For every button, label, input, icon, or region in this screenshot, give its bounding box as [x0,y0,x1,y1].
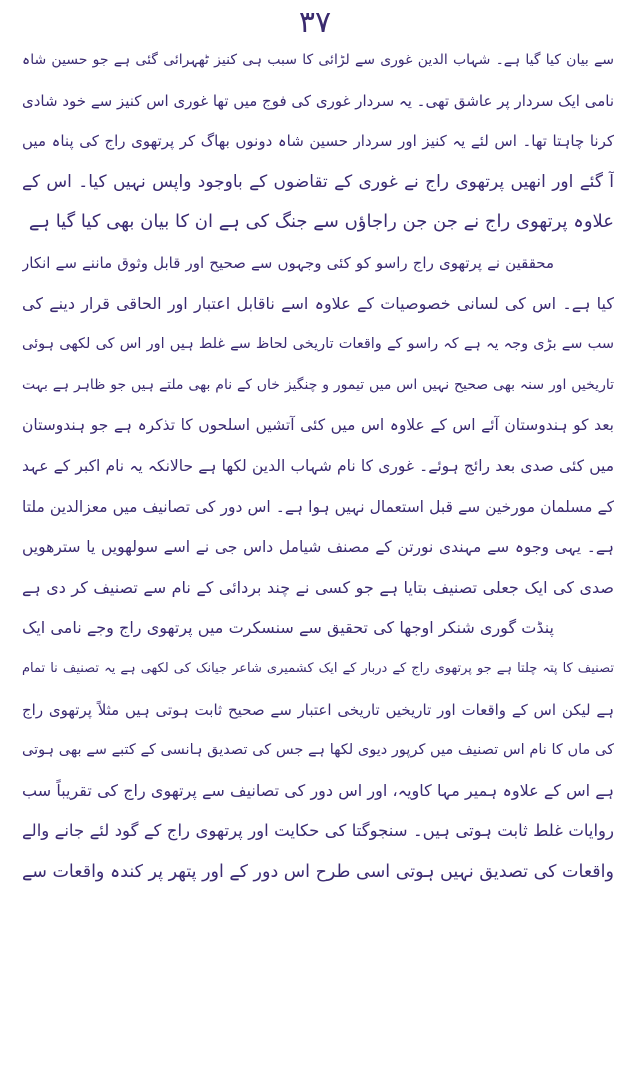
text-line: کیا ہے۔ اس کی لسانی خصوصیات کے علاوہ اسے ناقابل اعتبار اور الحاقی قرار دینے کی [22,293,614,313]
text-line: بعد کو ہندوستان آئے اس کے علاوہ اس میں کئی آتشیں اسلحوں کا تذکرہ ہے جو ہندوستان [22,416,614,435]
text-line: پنڈت گوری شنکر اوجھا کی تحقیق سے سنسکرت میں پرتھوی راج وجے نامی ایک [22,618,554,638]
text-line: تاریخیں اور سنہ بھی صحیح نہیں اس میں تیمور و چنگیز خاں کے نام بھی ملتے ہیں جو ظاہر ہے بہت [22,376,614,393]
text-line: واقعات کی تصدیق نہیں ہوتی اسی طرح اس دور کے اور پتھر پر کندہ واقعات سے [22,861,614,882]
text-line: سے بیان کیا گیا ہے۔ شہاب الدین غوری سے لڑائی کا سبب ہی کنیز ٹھہرائی گئی ہے جو حسین شاہ [22,52,614,68]
text-line: آ گئے اور انھیں پرتھوی راج نے غوری کے تقاضوں کے باوجود واپس نہیں کیا۔ اس کے [22,171,614,192]
text-line: سب سے بڑی وجہ یہ ہے کہ راسو کے واقعات تاریخی لحاظ سے غلط ہیں اور اس کی لکھی ہوئی [22,336,614,353]
text-line: کے مسلمان مورخین سے قبل استعمال نہیں ہوا ہے۔ اس دور کی تصانیف میں معزالدین ملتا [22,497,614,516]
text-line: ہے لیکن اس کے واقعات اور تاریخیں تاریخی اعتبار سے صحیح ثابت ہوتی ہیں مثلاً پرتھوی راج [22,700,614,719]
text-line: کرنا چاہتا تھا۔ اس لئے یہ کنیز اور سردار حسین شاہ دونوں بھاگ کر پرتھوی راج کی پناہ میں [22,132,614,151]
text-line: تصنیف کا پتہ چلتا ہے جو پرتھوی راج کے دربار کے ایک کشمیری شاعر جیانک کی لکھی ہے یہ تصنیف نا تمام [22,660,614,676]
text-line: محققین نے پرتھوی راج راسو کو کئی وجہوں سے صحیح اور قابل وثوق ماننے سے انکار [22,253,554,272]
text-line: میں کئی صدی بعد رائج ہوئے۔ غوری کا نام شہاب الدین لکھا ہے حالانکہ یہ نام اکبر کے عہد [22,456,614,475]
text-line: روایات غلط ثابت ہوتی ہیں۔ سنجوگتا کی حکایت اور پرتھوی راج کے گود لئے جانے والے [22,821,614,841]
page-number: ۳۷ [298,5,332,40]
text-line: ہے۔ یہی وجوہ سے مہندی نورتن کے مصنف شیامل داس جی نے اسے سولھویں یا سترھویں [22,538,614,557]
text-line: صدی کی ایک جعلی تصنیف بتایا ہے جو کسی نے چند بردائی کے نام سے تصنیف کر دی ہے [22,577,614,597]
text-line: کی ماں کا نام اس تصنیف میں کرپور دیوی لکھا ہے جس کی تصدیق ہانسی کے کتبے سے بھی ہوتی [22,742,614,759]
text-line: علاوہ پرتھوی راج نے جن جن راجاؤں سے جنگ کی ہے ان کا بیان بھی کیا گیا ہے [28,211,614,233]
text-line: ہے اس کے علاوہ ہمیر مہا کاویہ، اور اس دور کی تصانیف سے پرتھوی راج کی تقریباً سب [22,780,614,800]
body-text [22,40,614,892]
text-line: نامی ایک سردار پر عاشق تھی۔ یہ سردار غوری کی فوج میں تھا غوری اس کنیز سے خود شادی [22,91,614,110]
